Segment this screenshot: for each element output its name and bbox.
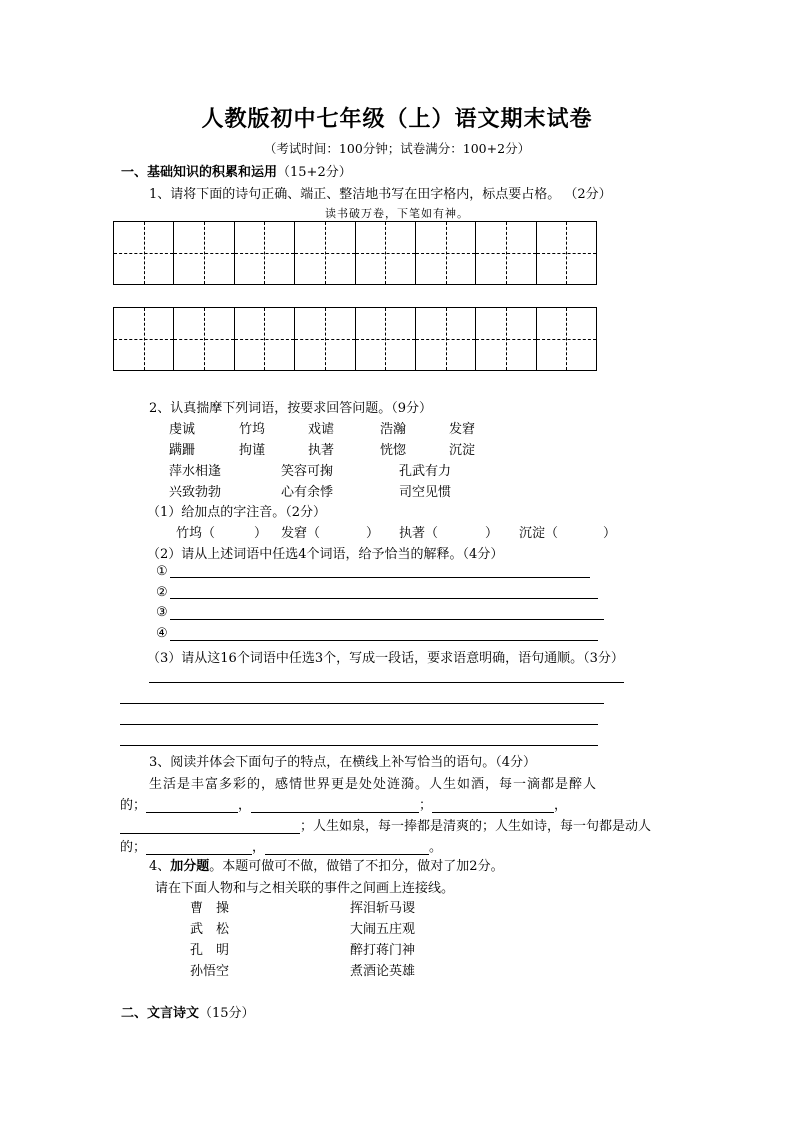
word-item: 孔武有力 <box>399 464 452 479</box>
phonetic-label: 发窘（ <box>281 526 321 541</box>
answer-number: ④ <box>156 626 168 641</box>
answer-line[interactable] <box>170 577 590 578</box>
punct: ， <box>252 840 266 855</box>
section-1-points: （15+2分） <box>277 165 352 180</box>
q4-instruction: 请在下面人物和与之相关联的事件之间画上连接线。 <box>155 881 455 896</box>
punct: ， <box>238 798 252 813</box>
fill-blank[interactable] <box>251 798 419 813</box>
fill-blank[interactable] <box>146 840 252 855</box>
phonetic-label: 沉淀（ <box>519 526 559 541</box>
section-2-heading <box>121 1002 255 1021</box>
q3-mid-text: ；人生如泉，每一捧都是清爽的；人生如诗，每一句都是动人 <box>300 819 652 834</box>
word-item: 虔诚 <box>169 422 196 437</box>
word-item: 蹒跚 <box>169 443 196 458</box>
writing-grid-2[interactable] <box>113 307 597 371</box>
q3-text-line2 <box>120 794 567 813</box>
section-2-points: （15分） <box>199 1006 255 1021</box>
q3-prefix: 的； <box>120 840 147 855</box>
word-item: 司空见惯 <box>399 485 452 500</box>
q4-bonus-label: 加分题 <box>170 859 210 874</box>
paragraph-line[interactable] <box>149 682 624 683</box>
q1-verse: 读书破万卷，下笔如有神。 <box>325 207 469 220</box>
phonetic-close: ） <box>366 526 380 541</box>
paragraph-line[interactable] <box>120 703 604 704</box>
word-item: 发窘 <box>449 422 476 437</box>
section-1-heading <box>121 161 352 180</box>
person-item[interactable]: 曹 操 <box>190 901 230 916</box>
word-item: 沉淀 <box>449 443 476 458</box>
fill-blank[interactable] <box>432 798 554 813</box>
q4-number: 4、 <box>149 859 171 874</box>
q4-rest: 。本题可做可不做，做错了不扣分，做对了加2分。 <box>209 859 504 874</box>
answer-number: ② <box>156 585 168 600</box>
q3-text-line1: 生活是丰富多彩的，感情世界更是处处涟漪。人生如酒，每一滴都是醉人 <box>149 777 598 792</box>
answer-line[interactable] <box>170 598 598 599</box>
q2-sub3: （3）请从这16个词语中任选3个，写成一段话，要求语意明确，语句通顺。（3分） <box>147 651 624 666</box>
event-item[interactable]: 挥泪斩马谡 <box>350 901 416 916</box>
q3-prefix: 的； <box>120 798 147 813</box>
q2-prompt: 2、认真揣摩下列词语，按要求回答问题。（9分） <box>149 401 433 416</box>
event-item[interactable]: 煮酒论英雄 <box>350 964 416 979</box>
word-item: 笑容可掬 <box>281 464 334 479</box>
punct: ， <box>554 798 568 813</box>
paragraph-line[interactable] <box>120 745 598 746</box>
answer-number: ③ <box>156 605 168 620</box>
event-item[interactable]: 醉打蒋门神 <box>350 943 416 958</box>
answer-line[interactable] <box>170 619 604 620</box>
phonetic-close: ） <box>254 526 268 541</box>
word-item: 戏谑 <box>308 422 335 437</box>
word-item: 兴致勃勃 <box>169 485 222 500</box>
page-title: 人教版初中七年级（上）语文期末试卷 <box>201 106 593 132</box>
fill-blank[interactable] <box>265 840 429 855</box>
section-2-title: 二、文言诗文 <box>121 1006 200 1021</box>
person-item[interactable]: 武 松 <box>190 922 230 937</box>
q2-sub1: （1）给加点的字注音。（2分） <box>147 505 327 520</box>
section-1-title: 一、基础知识的积累和运用 <box>121 165 278 180</box>
q2-sub2: （2）请从上述词语中任选4个词语，给予恰当的解释。（4分） <box>147 547 504 562</box>
fill-blank[interactable] <box>120 819 300 834</box>
word-item: 萍水相逢 <box>169 464 222 479</box>
person-item[interactable]: 孔 明 <box>190 943 230 958</box>
q3-prompt: 3、阅读并体会下面句子的特点，在横线上补写恰当的语句。（4分） <box>149 755 537 770</box>
word-item: 恍惚 <box>380 443 407 458</box>
answer-number: ① <box>156 564 168 579</box>
phonetic-label: 执著（ <box>399 526 439 541</box>
word-item: 执著 <box>308 443 335 458</box>
phonetic-close: ） <box>603 526 617 541</box>
q4-prompt <box>149 855 504 874</box>
q1-prompt: 1、请将下面的诗句正确、端正、整洁地书写在田字格内，标点要占格。 （2分） <box>149 187 612 202</box>
q3-text-line3 <box>120 815 651 834</box>
q3-text-line4 <box>120 836 442 855</box>
phonetic-close: ） <box>485 526 499 541</box>
event-item[interactable]: 大闹五庄观 <box>350 922 416 937</box>
punct: ； <box>419 798 433 813</box>
phonetic-label: 竹坞（ <box>176 526 216 541</box>
word-item: 竹坞 <box>239 422 266 437</box>
fill-blank[interactable] <box>146 798 238 813</box>
paragraph-line[interactable] <box>120 724 598 725</box>
punct: 。 <box>429 840 443 855</box>
word-item: 心有余悸 <box>281 485 334 500</box>
answer-line[interactable] <box>170 640 598 641</box>
word-item: 拘谨 <box>239 443 266 458</box>
person-item[interactable]: 孙悟空 <box>190 964 230 979</box>
exam-info: （考试时间：100分钟；试卷满分：100+2分） <box>263 141 531 156</box>
writing-grid-1[interactable] <box>113 221 597 285</box>
word-item: 浩瀚 <box>380 422 407 437</box>
